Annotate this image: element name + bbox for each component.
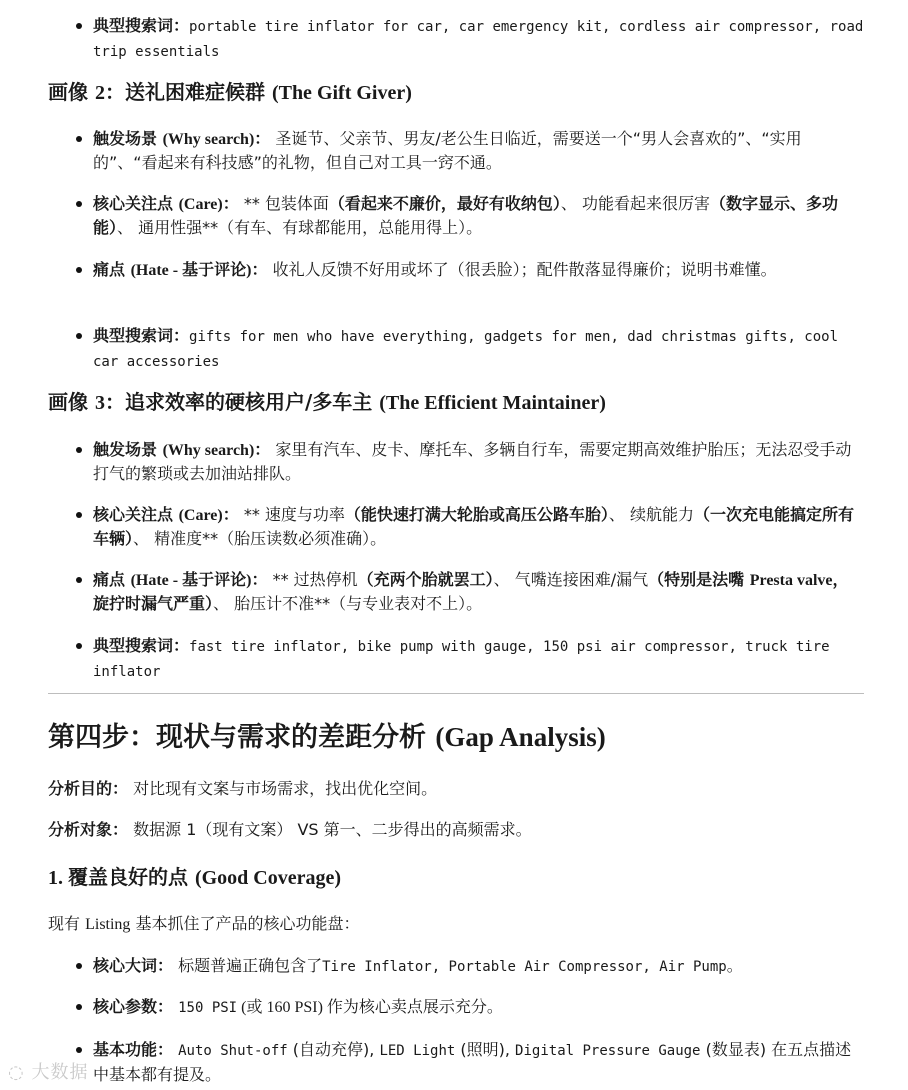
item-label-en: (Why search)	[162, 131, 255, 148]
persona3-list	[48, 568, 864, 615]
section-divider	[48, 693, 864, 694]
item-label: 核心参数：	[93, 997, 174, 1016]
persona2-heading	[48, 79, 864, 106]
item-label: 痛点	[93, 570, 131, 589]
watermark-text: 大数据	[31, 1062, 89, 1083]
top-list	[48, 14, 864, 64]
heading-cn: 送礼困难症候群	[124, 80, 272, 104]
item-colon: ：	[251, 570, 268, 589]
item-label: 基本功能：	[93, 1040, 174, 1059]
item-text: 、 胎压计不准**（与专业表对不上）。	[213, 594, 483, 613]
analysis-purpose	[48, 777, 864, 800]
persona3-list	[48, 634, 864, 684]
item-code: 150 PSI	[178, 1000, 238, 1016]
item-code: Digital Pressure Gauge	[515, 1043, 701, 1059]
persona2-list	[48, 324, 864, 374]
persona2-list	[48, 258, 864, 282]
item-text: (自动充停),	[287, 1040, 380, 1059]
persona3-list	[48, 438, 864, 485]
intro-text: 现有	[48, 914, 86, 933]
item-label: 基于评论	[182, 570, 247, 589]
heading-number: 2：	[94, 82, 125, 104]
item-emphasis: （数字显示、多功能）	[93, 194, 839, 237]
item-emphasis: （充两个胎就罢工）	[357, 570, 494, 589]
heading-en: (The Efficient Maintainer)	[379, 392, 606, 414]
item-label: 典型搜索词：	[93, 636, 190, 655]
list-item	[48, 324, 864, 374]
heading-cn: 追求效率的硬核用户/多车主	[124, 390, 380, 414]
item-emphasis-en: Presta valve	[749, 572, 833, 589]
item-emphasis: （一次充电能搞定所有车辆）	[93, 505, 855, 548]
item-code: Auto Shut-off	[178, 1043, 288, 1059]
item-text: ** 过热停机	[272, 570, 358, 589]
item-colon: ：	[254, 129, 271, 148]
heading-prefix: 画像	[48, 390, 95, 414]
item-text: ** 包装体面	[243, 194, 329, 213]
watermark-icon: ◌	[8, 1062, 25, 1083]
item-label-en: (Hate -	[130, 262, 183, 279]
list-item	[48, 1038, 864, 1086]
item-emphasis: （能快速打满大轮胎或高压公路车胎）	[344, 505, 609, 524]
intro-text: 基本抓住了产品的核心功能盘：	[130, 914, 360, 933]
persona2-list	[48, 127, 864, 174]
item-emphasis: （特别是法嘴	[648, 570, 750, 589]
item-label: 基于评论	[182, 260, 247, 279]
item-label-en: (Care)	[178, 507, 223, 524]
list-item	[48, 438, 864, 485]
coverage-list	[48, 1038, 864, 1086]
item-colon: ：	[254, 440, 271, 459]
heading-en: (Good Coverage)	[194, 867, 342, 889]
item-emphasis: ，旋拧时漏气严重）	[93, 570, 849, 613]
item-label: 核心大词：	[93, 956, 174, 975]
item-text: 、 功能看起来很厉害	[560, 194, 711, 213]
search-terms: fast tire inflator, bike pump with gauge, 150 psi air compressor, truck tire inflator	[93, 639, 830, 680]
good-coverage-heading	[48, 864, 864, 891]
coverage-list	[48, 954, 864, 979]
item-colon: ：	[222, 505, 239, 524]
list-item	[48, 258, 864, 282]
intro-text-en: Listing	[85, 916, 131, 933]
item-label: 痛点	[93, 260, 131, 279]
item-text: 、 通用性强**（有车、有球都能用，总能用得上）。	[117, 218, 483, 237]
item-text: 、 续航能力	[608, 505, 695, 524]
watermark	[8, 1058, 88, 1084]
item-label: 核心关注点	[93, 194, 179, 213]
item-label: 触发场景	[93, 440, 163, 459]
heading-cn: 第四步：现状与需求的差距分析	[48, 722, 436, 753]
item-text: (数显表) 在五点描述中基本都有提及。	[93, 1040, 852, 1084]
step4-heading	[48, 720, 864, 755]
item-code: LED Light	[379, 1043, 456, 1059]
list-item	[48, 14, 864, 64]
coverage-intro	[48, 912, 864, 936]
item-text: 家里有汽车、皮卡、摩托车、多辆自行车，需要定期高效维护胎压；无法忍受手动打气的繁琐或去加油站排队。	[93, 440, 852, 483]
search-terms: portable tire inflator for car, car emergency kit, cordless air compressor, road trip essentials	[93, 19, 864, 60]
item-colon: ：	[222, 194, 239, 213]
list-item	[48, 192, 864, 239]
heading-number: 1.	[48, 867, 68, 889]
coverage-list	[48, 995, 864, 1020]
purpose-label: 分析目的：	[48, 779, 129, 798]
list-item	[48, 634, 864, 684]
item-text: (照明),	[455, 1040, 516, 1059]
list-item	[48, 127, 864, 174]
list-item	[48, 568, 864, 615]
search-terms: gifts for men who have everything, gadgets for men, dad christmas gifts, cool car accessories	[93, 329, 839, 370]
item-code: Tire Inflator, Portable Air Compressor, Air Pump	[322, 959, 727, 975]
item-label-en: )	[246, 572, 252, 589]
item-colon: ：	[251, 260, 268, 279]
item-label-en: (Care)	[178, 196, 223, 213]
object-text: 数据源 1（现有文案） VS 第一、二步得出的高频需求。	[133, 820, 532, 839]
item-text: (或 160 PSI) 作为核心卖点展示充分。	[237, 999, 503, 1016]
persona2-list	[48, 192, 864, 239]
persona3-heading	[48, 389, 864, 416]
object-label: 分析对象：	[48, 820, 129, 839]
item-text: 、 气嘴连接困难/漏气	[493, 570, 649, 589]
item-text: 、 精准度**（胎压读数必须准确）。	[133, 529, 387, 548]
heading-en: (The Gift Giver)	[271, 82, 412, 104]
item-label: 核心关注点	[93, 505, 179, 524]
persona3-list	[48, 503, 864, 550]
list-item	[48, 954, 864, 979]
item-label: 触发场景	[93, 129, 163, 148]
item-label-en: (Hate -	[130, 572, 183, 589]
item-text: 圣诞节、父亲节、男友/老公生日临近，需要送一个“男人会喜欢的”、“实用的”、“看起来有科技感”的礼物，但自己对工具一窍不通。	[93, 129, 802, 172]
item-text: 。	[726, 956, 743, 975]
item-text: 收礼人反馈不好用或坏了（很丢脸）；配件散落显得廉价；说明书难懂。	[272, 260, 777, 279]
item-label-en: )	[246, 262, 252, 279]
purpose-text: 对比现有文案与市场需求，找出优化空间。	[133, 779, 438, 798]
heading-cn: 覆盖良好的点	[68, 865, 195, 889]
item-label: 典型搜索词：	[93, 16, 190, 35]
item-emphasis: （看起来不廉价，最好有收纳包）	[328, 194, 561, 213]
list-item	[48, 503, 864, 550]
list-item	[48, 995, 864, 1020]
heading-prefix: 画像	[48, 80, 95, 104]
item-label-en: (Why search)	[162, 442, 255, 459]
analysis-object	[48, 818, 864, 841]
heading-en: (Gap Analysis)	[435, 722, 606, 752]
item-text: ** 速度与功率	[243, 505, 345, 524]
item-text: 标题普遍正确包含了	[178, 956, 323, 975]
heading-number: 3：	[94, 392, 125, 414]
item-label: 典型搜索词：	[93, 326, 190, 345]
